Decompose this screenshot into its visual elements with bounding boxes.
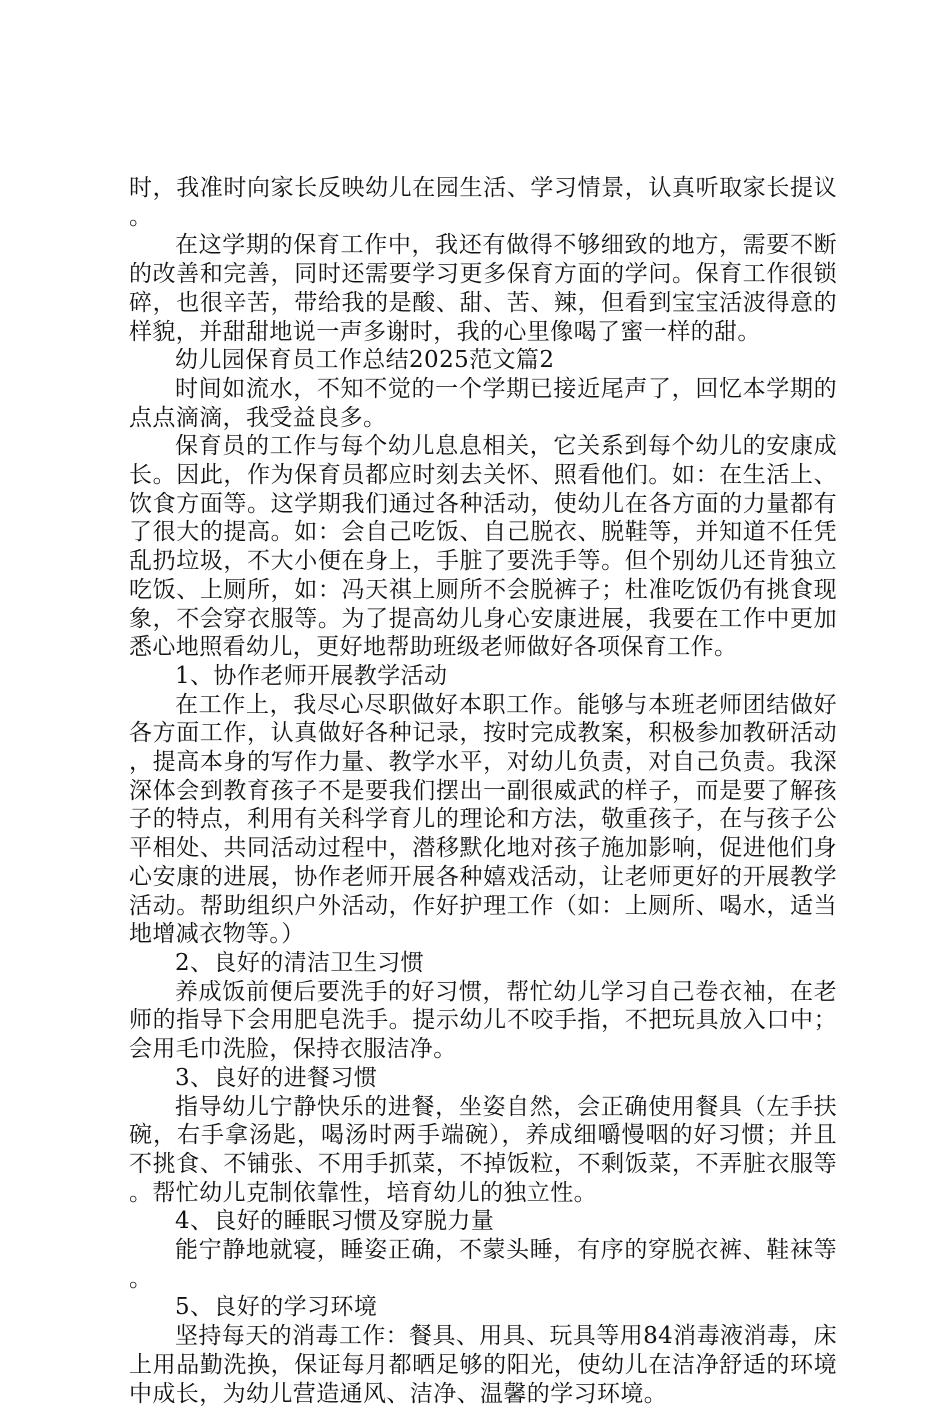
paragraph: 在这学期的保育工作中，我还有做得不够细致的地方，需要不断的改善和完善，同时还需要学习更多保育方面的学问。保育工作很锁碎，也很辛苦，带给我的是酸、甜、苦、辣，但看到宝宝活波得意的样貌，并甜甜地说一声多谢时，我的心里像喝了蜜一样的甜。 <box>129 232 837 345</box>
subheading: 5、良好的学习环境 <box>175 1294 378 1321</box>
paragraph: 坚持每天的消毒工作：餐具、用具、玩具等用84消毒液消毒，床上用品勤洗换，保证每月都晒足够的阳光，使幼儿在洁净舒适的环境中成长，为幼儿营造通风、洁净、温馨的学习环境。 <box>129 1323 837 1407</box>
paragraph: 时间如流水，不知不觉的一个学期已接近尾声了，回忆本学期的点点滴滴，我受益良多。 <box>129 375 837 431</box>
subheading: 4、良好的睡眠习惯及穿脱力量 <box>175 1208 495 1235</box>
paragraph-continuation: 时，我准时向家长反映幼儿在园生活、学习情景，认真听取家长提议。 <box>129 175 837 230</box>
paragraph: 能宁静地就寝，睡姿正确，不蒙头睡，有序的穿脱衣裤、鞋袜等。 <box>129 1237 837 1292</box>
paragraph: 指导幼儿宁静快乐的进餐，坐姿自然，会正确使用餐具（左手扶碗，右手拿汤匙，喝汤时两手端碗），养成细嚼慢咽的好习惯；并且不挑食、不铺张、不用手抓菜，不掉饭粒，不剩饭菜，不弄脏衣服等。帮忙幼儿克制依靠性，培育幼儿的独立性。 <box>129 1093 837 1206</box>
subheading: 3、良好的进餐习惯 <box>175 1064 378 1091</box>
section-title: 幼儿园保育员工作总结2025范文篇2 <box>175 347 555 374</box>
paragraph: 养成饭前便后要洗手的好习惯，帮忙幼儿学习自己卷衣袖，在老师的指导下会用肥皂洗手。提示幼儿不咬手指，不把玩具放入口中；会用毛巾洗脸，保持衣服洁净。 <box>129 978 837 1063</box>
paragraph: 保育员的工作与每个幼儿息息相关，它关系到每个幼儿的安康成长。因此，作为保育员都应时刻去关怀、照看他们。如：在生活上、饮食方面等。这学期我们通过各种活动，使幼儿在各方面的力量都有了很大的提高。如：会自己吃饭、自己脱衣、脱鞋等，并知道不任凭乱扔垃圾，不大小便在身上，手脏了要洗手等。但个别幼儿还肯独立吃饭、上厕所，如：冯天祺上厕所不会脱裤子；杜准吃饭仍有挑食现象，不会穿衣服等。为了提高幼儿身心安康进展，我要在工作中更加悉心地照看幼儿，更好地帮助班级老师做好各项保育工作。 <box>129 433 837 661</box>
subheading: 2、良好的清洁卫生习惯 <box>175 949 425 976</box>
subheading: 1、协作老师开展教学活动 <box>175 662 448 689</box>
document-body <box>129 174 837 1408</box>
paragraph: 在工作上，我尽心尽职做好本职工作。能够与本班老师团结做好各方面工作，认真做好各种记录，按时完成教案，积极参加教研活动，提高本身的写作力量、教学水平，对幼儿负责，对自己负责。我深深体会到教育孩子不是要我们摆出一副很威武的样子，而是要了解孩子的特点，利用有关科学育儿的理论和方法，敬重孩子，在与孩子公平相处、共同活动过程中，潜移默化地对孩子施加影响，促进他们身心安康的进展，协作老师开展各种嬉戏活动，让老师更好的开展教学活动。帮助组织户外活动，作好护理工作（如：上厕所、喝水，适当地增减衣物等。） <box>129 691 837 948</box>
